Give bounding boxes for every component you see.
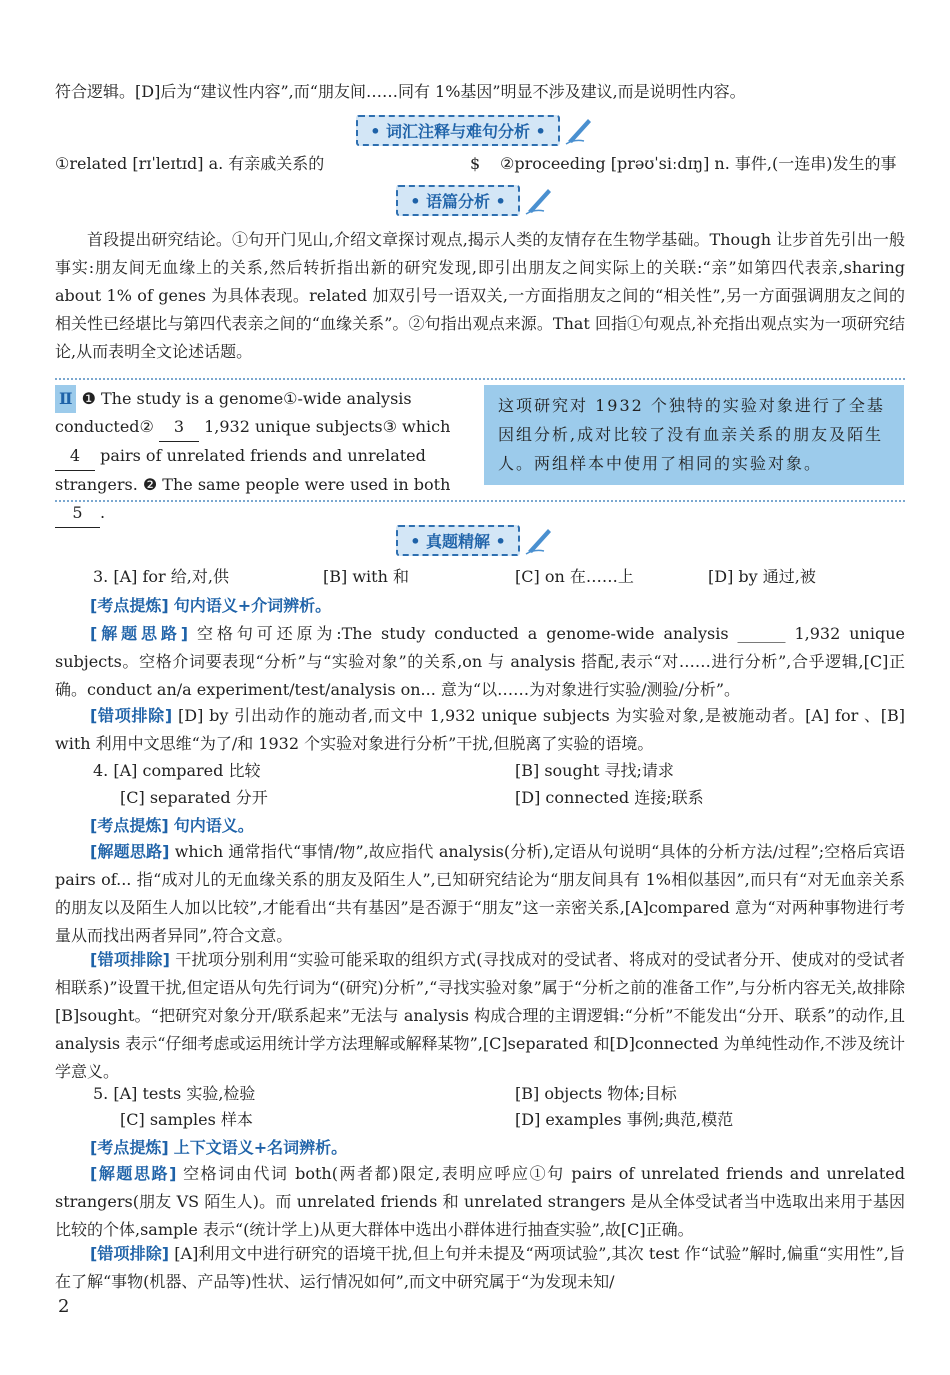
pen-icon [564,115,594,145]
translation-box: 这项研究对 1932 个独特的实验对象进行了全基因组分析,成对比较了没有血亲关系的朋友及陌生人。两组样本中使用了相同的实验对象。 [484,385,904,485]
q5-option-a[interactable]: 5. [A] tests 实验,检验 [93,1084,256,1103]
label-elimination: [错项排除] [90,706,173,725]
q4-option-c[interactable]: [C] separated 分开 [120,788,268,807]
q5-elimination [55,1240,905,1296]
q4-option-d[interactable]: [D] connected 连接;联系 [515,788,704,807]
q5-option-b[interactable]: [B] objects 物体;目标 [515,1084,677,1103]
banner-vocab-label: • 词汇注释与难句分析 • [356,115,560,146]
banner-discourse-label: • 语篇分析 • [396,185,520,216]
q3-key-point [90,592,905,620]
vocab-related: ①related [rɪˈleɪtɪd] a. 有亲戚关系的 [55,154,325,173]
q3-option-b[interactable]: [B] with 和 [323,567,409,586]
passage-text-a: ❶ The study is a genome①-wide analysis conducted② [55,389,412,436]
banner-vocab [0,114,950,146]
q5-solution-text: 空格词由代词 both(两者都)限定,表明应呼应①句 pairs of unrelated friends and unrelated strangers(朋友 VS 陌生人)。而 unrelated friends 和 unrelated strangers 是从全体受试者当中选取出来用于基因比较的个体,sample 表示“(统计学上)从更大群体中选出小群体进行抽查实验”,故[C]正确。 [55,1164,905,1239]
passage-text-b: 1,932 unique subjects③ which [198,417,451,436]
q3-option-c[interactable]: [C] on 在……上 [515,567,634,586]
passage-box [55,385,475,528]
pen-icon [524,525,554,555]
label-solution: [解题思路] [90,624,189,643]
divider [55,500,905,502]
q3-elimination [55,702,905,758]
q5-elimination-text: [A]利用文中进行研究的语境干扰,但上句并未提及“两项试验”,其次 test 作“试验”解时,偏重“实用性”,旨在了解“事物(机器、产品等)性状、运行情况如何”,而文中研究属于“为发现未知/ [55,1244,905,1291]
q4-solution [55,838,905,950]
q4-elimination-text: 干扰项分别利用“实验可能采取的组织方式(寻找成对的受试者、将成对的受试者分开、使成对的受试者相联系)”设置干扰,但定语从句先行词为“(研究)分析”,“寻找实验对象”属于“分析之前的准备工作”,与分析内容无关,故排除[B]sought。“把研究对象分开/联系起来”无法与 analysis 构成合理的主谓逻辑:“分析”不能发出“分开、联系”的动作,且 analysis 表示“仔细考虑或运用统计学方法理解或解释某物”,[C]separated 和[D]connected 为单纯性动作,不涉及统计学意义。 [55,950,905,1081]
q3-key-point-text: 句内语义+介词辨析。 [173,596,332,615]
label-key-point: [考点提炼] [90,596,169,615]
banner-discourse [0,184,950,216]
top-line: 符合逻辑。[D]后为“建议性内容”,而“朋友间……同有 1%基因”明显不涉及建议,而是说明性内容。 [55,82,746,101]
q3-option-d[interactable]: [D] by 通过,被 [708,567,816,586]
blank-5[interactable]: 5 [55,499,100,528]
banner-exam-label: • 真题精解 • [396,525,520,556]
passage-text-d: . [100,503,106,522]
q3-solution [55,620,905,704]
blank-4[interactable]: 4 [55,442,95,471]
q5-option-c[interactable]: [C] samples 样本 [120,1110,253,1129]
q4-option-a[interactable]: 4. [A] compared 比较 [93,761,261,780]
label-solution: [解题思路] [90,1164,177,1183]
label-elimination: [错项排除] [90,950,170,969]
q5-key-point-text: 上下文语义+名词辨析。 [173,1138,348,1157]
q5-key-point [90,1134,905,1162]
pen-icon [524,185,554,215]
q5-option-d[interactable]: [D] examples 事例;典范,模范 [515,1110,734,1129]
label-solution: [解题思路] [90,842,170,861]
blank-3[interactable]: 3 [159,413,199,442]
label-key-point: [考点提炼] [90,1138,169,1157]
q3-elimination-text: [D] by 引出动作的施动者,而文中 1,932 unique subjects 为实验对象,是被施动者。[A] for 、[B] with 利用中文思维“为了/和 1932 个实验对象进行分析”干扰,但脱离了实验的语境。 [55,706,905,753]
q4-key-point-text: 句内语义。 [173,816,254,835]
q4-elimination [55,946,905,1086]
q5-solution [55,1160,905,1244]
q3-solution-text: 空格句可还原为:The study conducted a genome-wide analysis ______ 1,932 unique subjects。空格介词要表现“分析”与“实验对象”的关系,on 与 analysis 搭配,表示“对……进行分析”,合乎逻辑,[C]正确。conduct an/a experiment/test/analysis on... 意为“以……为对象进行实验/测验/分析”。 [55,624,905,699]
vocab-separator: $ [470,154,481,173]
vocab-proceeding: ②proceeding [prəʊˈsiːdɪŋ] n. 事件,(一连串)发生的事 [500,154,897,173]
q4-key-point [90,812,905,840]
divider [55,378,905,380]
section-number: Ⅱ [55,385,76,413]
q4-option-b[interactable]: [B] sought 寻找;请求 [515,761,674,780]
discourse-paragraph: 首段提出研究结论。①句开门见山,介绍文章探讨观点,揭示人类的友情存在生物学基础。Though 让步首先引出一般事实:朋友间无血缘上的关系,然后转折指出新的研究发现,即引出朋友之间实际上的关联:“亲”如第四代表亲,sharing about 1% of genes 为具体表现。related 加双引号一语双关,一方面指朋友之间的“相关性”,另一方面强调朋友之间的相关性已经堪比与第四代表亲之间的“血缘关系”。②句指出观点来源。That 回指①句观点,补充指出观点实为一项研究结论,从而表明全文论述话题。 [55,230,905,361]
q3-option-a[interactable]: 3. [A] for 给,对,供 [93,567,229,586]
label-elimination: [错项排除] [90,1244,170,1263]
page-number: 2 [58,1296,70,1317]
banner-exam [0,524,950,556]
label-key-point: [考点提炼] [90,816,169,835]
q4-solution-text: which 通常指代“事情/物”,故应指代 analysis(分析),定语从句说明“具体的分析方法/过程”;空格后宾语 pairs of... 指“成对儿的无血缘关系的朋友及陌生人”,已知研究结论为“朋友间具有 1%相似基因”,而只有“对无血亲关系的朋友以及陌生人加以比较”,才能看出“共有基因”是否源于“朋友”这一亲密关系,[A]compared 意为“对两种事物进行考量从而找出两者异同”,符合文意。 [55,842,905,945]
passage-text-c: pairs of unrelated friends and unrelated strangers. ❷ The same people were used in both [55,446,451,494]
